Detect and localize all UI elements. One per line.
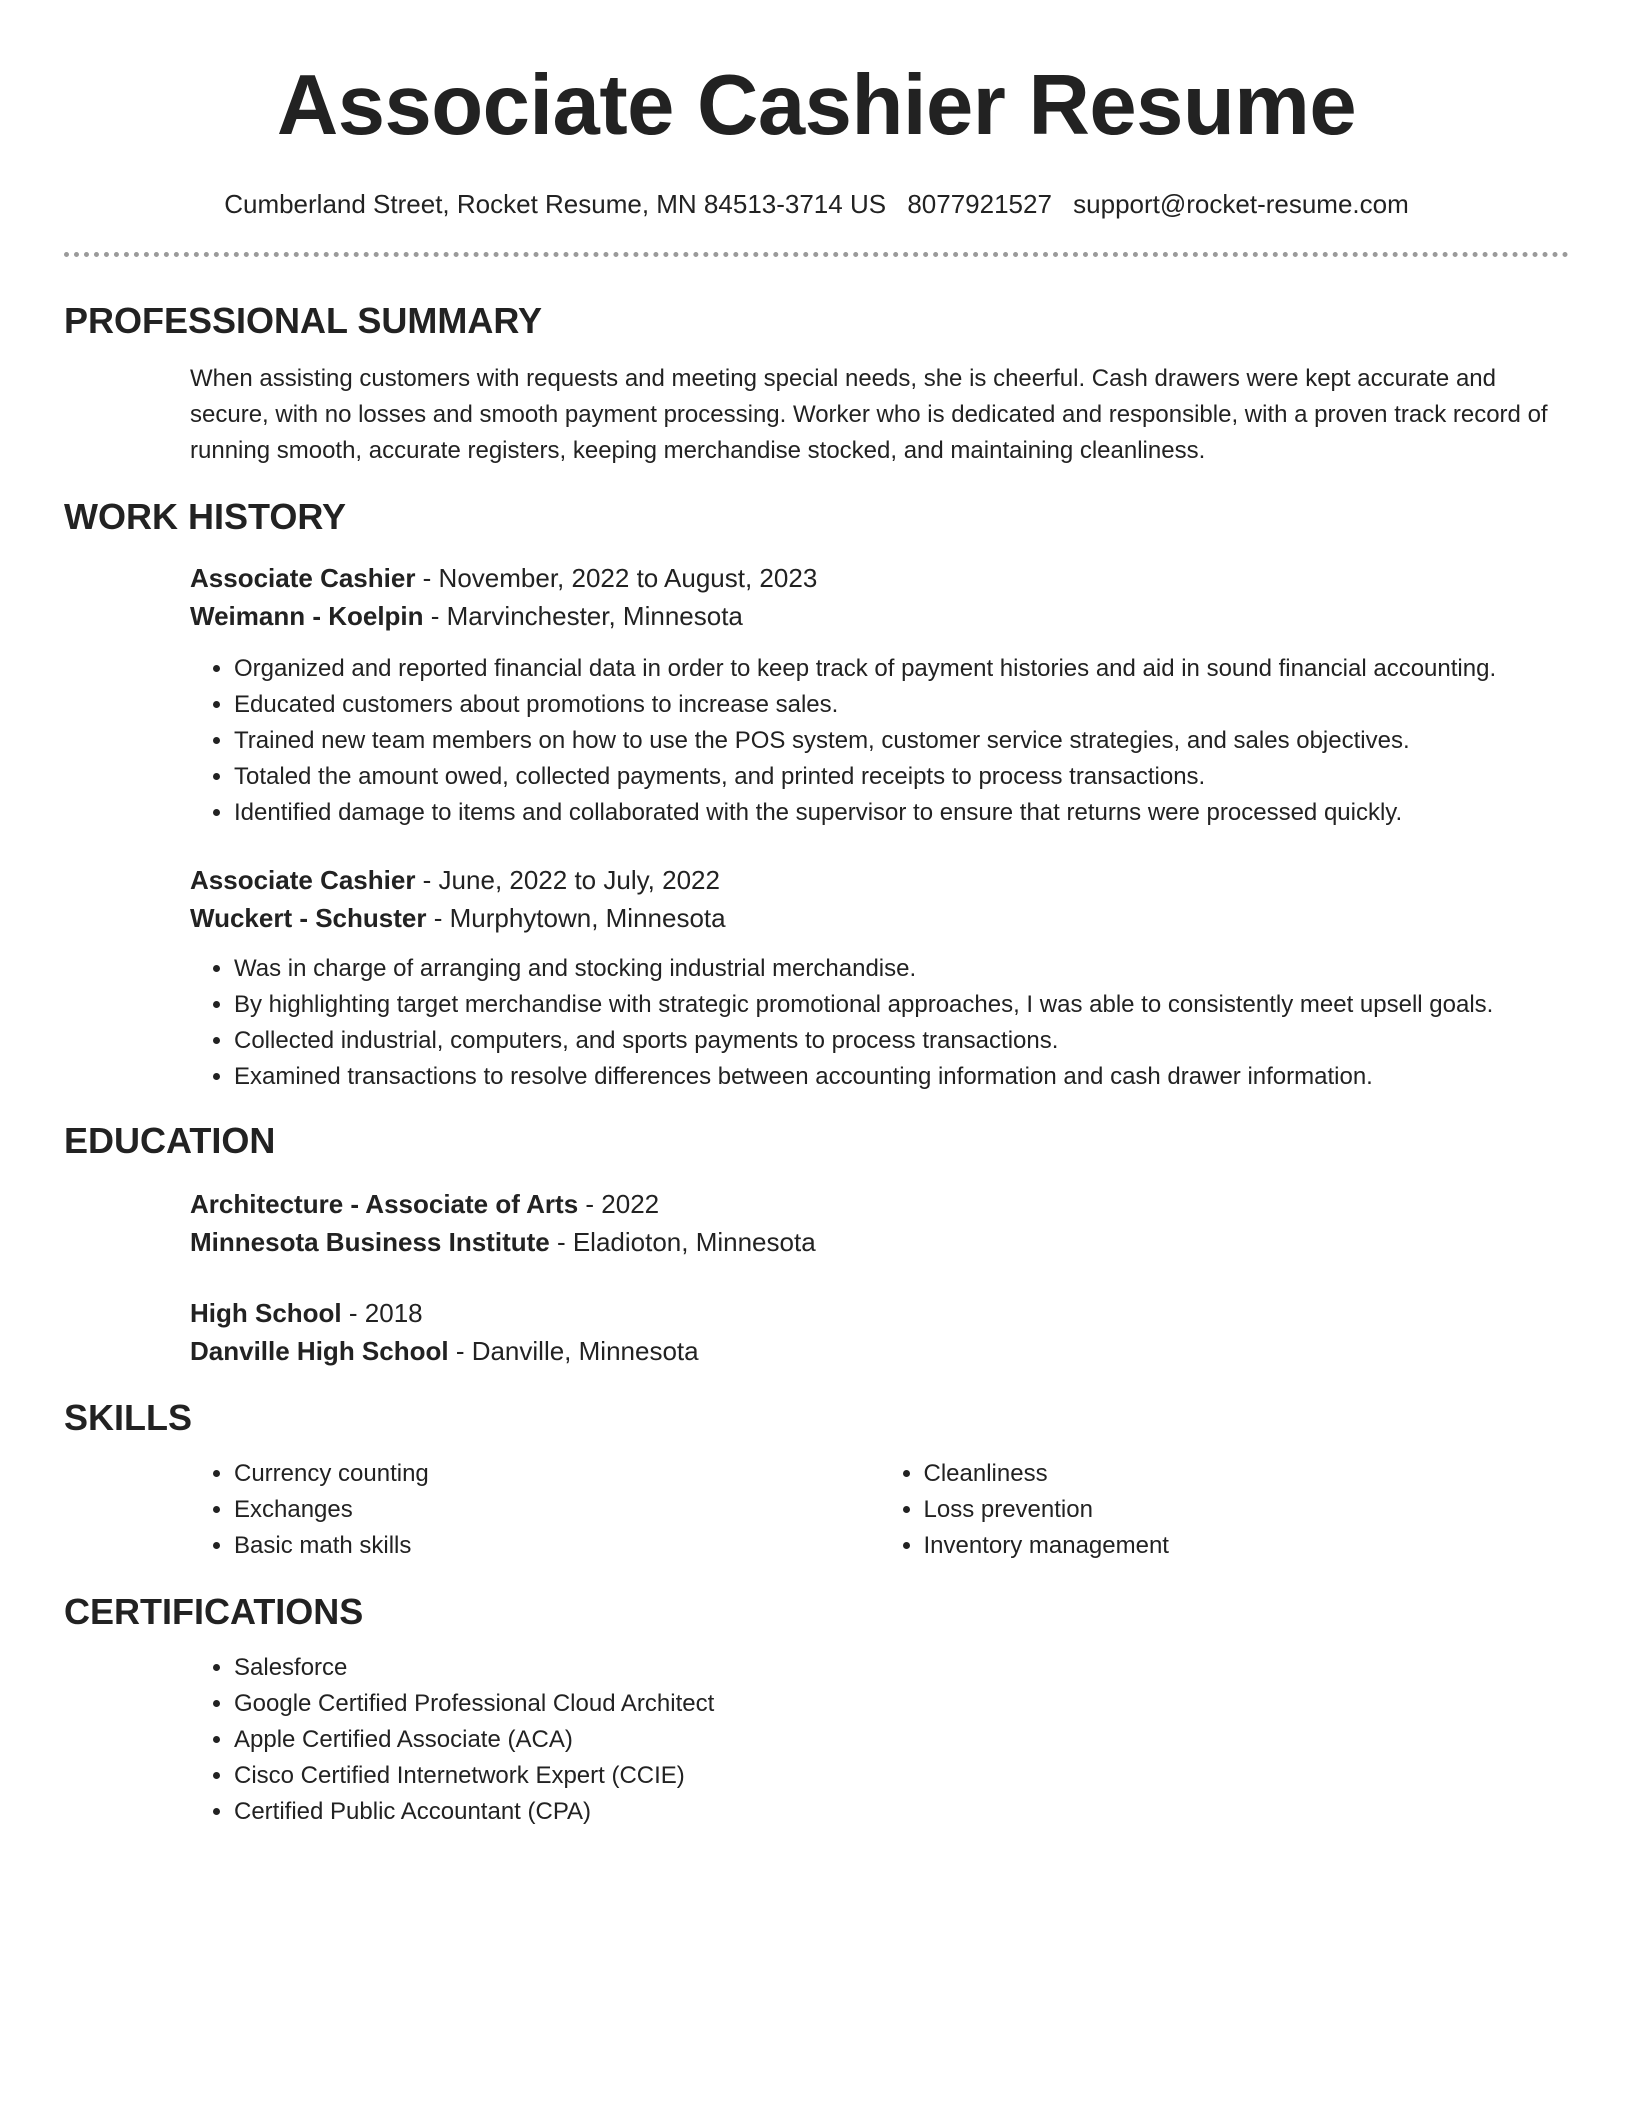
certifications-block [190, 1650, 1569, 1830]
certification-item: • Google Certified Professional Cloud Architect [234, 1686, 1569, 1722]
skill-item: • Inventory management [924, 1528, 1570, 1564]
certifications-list [190, 1650, 1569, 1830]
duty-item: • By highlighting target merchandise with strategic promotional approaches, I was able to consistently meet upsell goals. [234, 987, 1569, 1023]
school-name: Minnesota Business Institute [190, 1227, 550, 1257]
job-dates: - November, 2022 to August, 2023 [415, 563, 818, 593]
skill-item: • Currency counting [234, 1456, 880, 1492]
duty-item: • Educated customers about promotions to increase sales. [234, 687, 1569, 723]
skill-item: • Exchanges [234, 1492, 880, 1528]
duty-item: • Identified damage to items and collaborated with the supervisor to ensure that returns were processed quickly. [234, 795, 1569, 831]
degree-name: High School [190, 1298, 342, 1328]
skills-list-left [190, 1456, 880, 1564]
contact-line [64, 186, 1569, 222]
job-company: Weimann - Koelpin [190, 601, 424, 631]
degree-year: - 2018 [341, 1298, 423, 1328]
job-title: Associate Cashier [190, 865, 416, 895]
certification-item: • Certified Public Accountant (CPA) [234, 1794, 1569, 1830]
contact-email: support@rocket-resume.com [1073, 189, 1409, 219]
job-location: - Murphytown, Minnesota [426, 903, 726, 933]
header-divider [64, 252, 1569, 257]
job-duties [190, 951, 1569, 1095]
summary-heading: PROFESSIONAL SUMMARY [64, 300, 543, 341]
education-entry [190, 1294, 1569, 1370]
duty-item: • Examined transactions to resolve differences between accounting information and cash drawer information. [234, 1059, 1569, 1095]
duty-item: • Trained new team members on how to use the POS system, customer service strategies, and sales objectives. [234, 723, 1569, 759]
school-location: - Eladioton, Minnesota [549, 1227, 816, 1257]
degree-year: - 2022 [578, 1189, 660, 1219]
skill-item: • Basic math skills [234, 1528, 880, 1564]
skills-grid [190, 1456, 1569, 1564]
degree-name: Architecture - Associate of Arts [190, 1189, 579, 1219]
duty-item: • Organized and reported financial data in order to keep track of payment histories and aid in sound financial accounting. [234, 651, 1569, 687]
job-entry [190, 861, 1569, 1095]
education-entry [190, 1185, 1569, 1261]
degree-line [190, 1294, 1569, 1332]
job-title-line [190, 559, 1569, 597]
school-line [190, 1223, 1569, 1261]
summary-block [190, 361, 1569, 469]
education-heading: EDUCATION [64, 1120, 276, 1161]
job-title-line [190, 861, 1569, 899]
certifications-heading: CERTIFICATIONS [64, 1591, 364, 1632]
school-line [190, 1332, 1569, 1370]
school-name: Danville High School [190, 1336, 449, 1366]
contact-address: Cumberland Street, Rocket Resume, MN 84513-3714 US [224, 189, 887, 219]
certification-item: • Salesforce [234, 1650, 1569, 1686]
job-duties [190, 651, 1569, 831]
school-location: - Danville, Minnesota [448, 1336, 699, 1366]
resume-page [64, 0, 1569, 1830]
skills-list-right [880, 1456, 1570, 1564]
job-company-line [190, 597, 1569, 635]
duty-item: • Collected industrial, computers, and sports payments to process transactions. [234, 1023, 1569, 1059]
skill-item: • Cleanliness [924, 1456, 1570, 1492]
job-company: Wuckert - Schuster [190, 903, 427, 933]
skills-heading: SKILLS [64, 1397, 193, 1438]
degree-line [190, 1185, 1569, 1223]
job-company-line [190, 899, 1569, 937]
duty-item: • Was in charge of arranging and stocking industrial merchandise. [234, 951, 1569, 987]
job-title: Associate Cashier [190, 563, 416, 593]
job-entry [190, 559, 1569, 831]
job-dates: - June, 2022 to July, 2022 [415, 865, 720, 895]
resume-title: Associate Cashier Resume [276, 58, 1357, 153]
contact-phone: 8077921527 [907, 189, 1052, 219]
summary-text: When assisting customers with requests and meeting special needs, she is cheerful. Cash drawers were kept accurate and secure, with no losses and smooth payment processing. Worker who is dedicated and responsible, with a proven track record of running smooth, accurate registers, keeping merchandise stocked, and maintaining cleanliness. [190, 365, 1548, 464]
certification-item: • Apple Certified Associate (ACA) [234, 1722, 1569, 1758]
job-location: - Marvinchester, Minnesota [423, 601, 743, 631]
skill-item: • Loss prevention [924, 1492, 1570, 1528]
work-history-heading: WORK HISTORY [64, 496, 347, 537]
certification-item: • Cisco Certified Internetwork Expert (CCIE) [234, 1758, 1569, 1794]
duty-item: • Totaled the amount owed, collected payments, and printed receipts to process transactions. [234, 759, 1569, 795]
